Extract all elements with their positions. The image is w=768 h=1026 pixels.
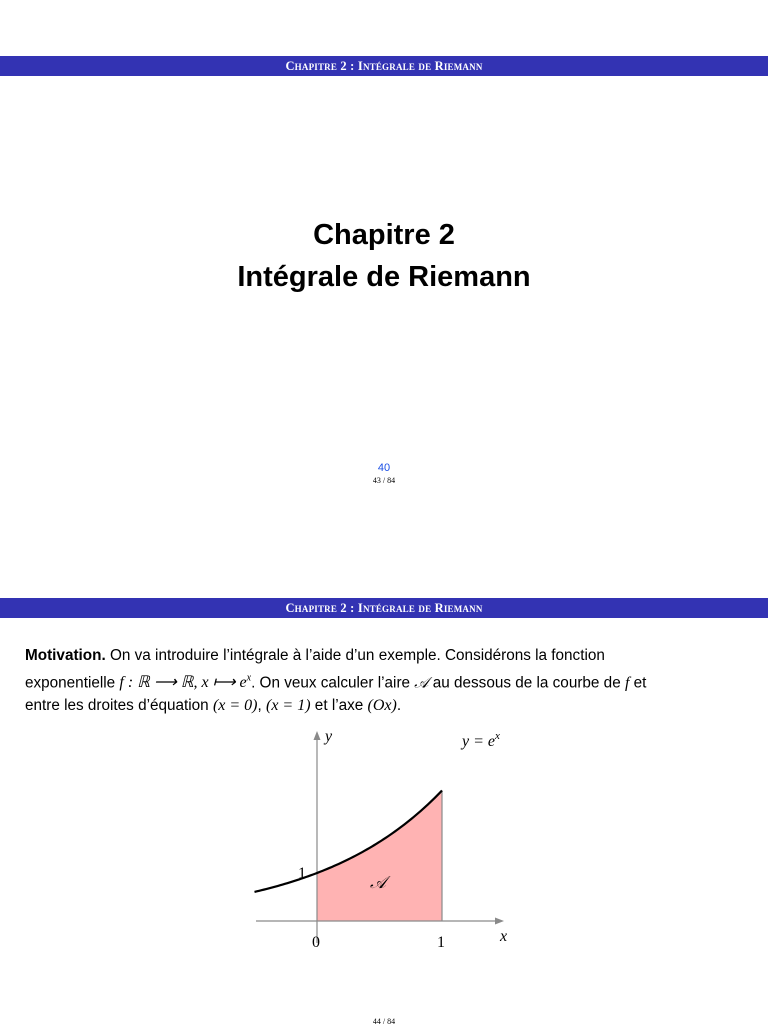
motivation-text-2c: au dessous de la courbe de — [428, 674, 625, 692]
motivation-label: Motivation. — [25, 647, 106, 664]
motivation-line-2 — [25, 667, 745, 694]
motivation-line-1 — [25, 644, 745, 667]
area-label: 𝒜 — [370, 873, 387, 893]
slide-header: Chapitre 2 : Intégrale de Riemann — [0, 598, 768, 618]
x-axis-label: x — [500, 928, 508, 945]
slide-header: Chapitre 2 : Intégrale de Riemann — [0, 56, 768, 76]
motivation-text-3a: entre les droites d’équation — [25, 697, 213, 715]
motivation-text-1: On va introduire l’intégrale à l’aide d’un exemple. Considérons la fonction — [105, 647, 605, 664]
math-x0: (x = 0) — [212, 697, 258, 715]
math-map — [119, 674, 251, 691]
curve-label-base: y = e — [462, 733, 495, 750]
y-axis-label: y — [325, 728, 333, 745]
curve-label-exp: x — [495, 730, 500, 742]
motivation-text-2d: et — [629, 674, 647, 692]
x-axis-arrow — [495, 918, 504, 925]
motivation-text-2b: . On veux calculer l’aire — [251, 674, 415, 692]
curve-label — [460, 730, 500, 750]
math-f: f — [624, 674, 630, 692]
chapter-title-line1: Chapitre 2 — [313, 219, 455, 251]
motivation-text-2a: exponentielle — [25, 674, 120, 692]
math-map-exp: x — [246, 673, 252, 684]
math-area-symbol: 𝒜 — [414, 673, 429, 692]
slide-motivation — [0, 560, 768, 1024]
tick-x-1: 1 — [437, 934, 445, 951]
math-axis: (Ox) — [367, 697, 397, 715]
y-axis-arrow — [314, 731, 321, 740]
motivation-paragraph — [25, 644, 745, 717]
motivation-text-3c: et l’axe — [310, 697, 368, 715]
tick-x-0: 0 — [312, 934, 320, 951]
exp-area-figure — [250, 728, 520, 962]
chapter-title-line2: Intégrale de Riemann — [237, 261, 531, 293]
chapter-title — [0, 214, 768, 298]
math-map-expr: f : ℝ ⟶ ℝ, x ⟼ e — [119, 674, 247, 692]
motivation-text-3d: . — [396, 697, 402, 715]
tick-y-1: 1 — [298, 865, 306, 882]
page-link[interactable]: 40 — [377, 462, 391, 474]
math-x1: (x = 1) — [266, 697, 311, 715]
motivation-line-3 — [25, 694, 745, 717]
page-counter-bottom: 44 / 84 — [372, 1017, 396, 1026]
motivation-text-3b: , — [257, 697, 266, 715]
page-counter: 43 / 84 — [372, 476, 396, 485]
